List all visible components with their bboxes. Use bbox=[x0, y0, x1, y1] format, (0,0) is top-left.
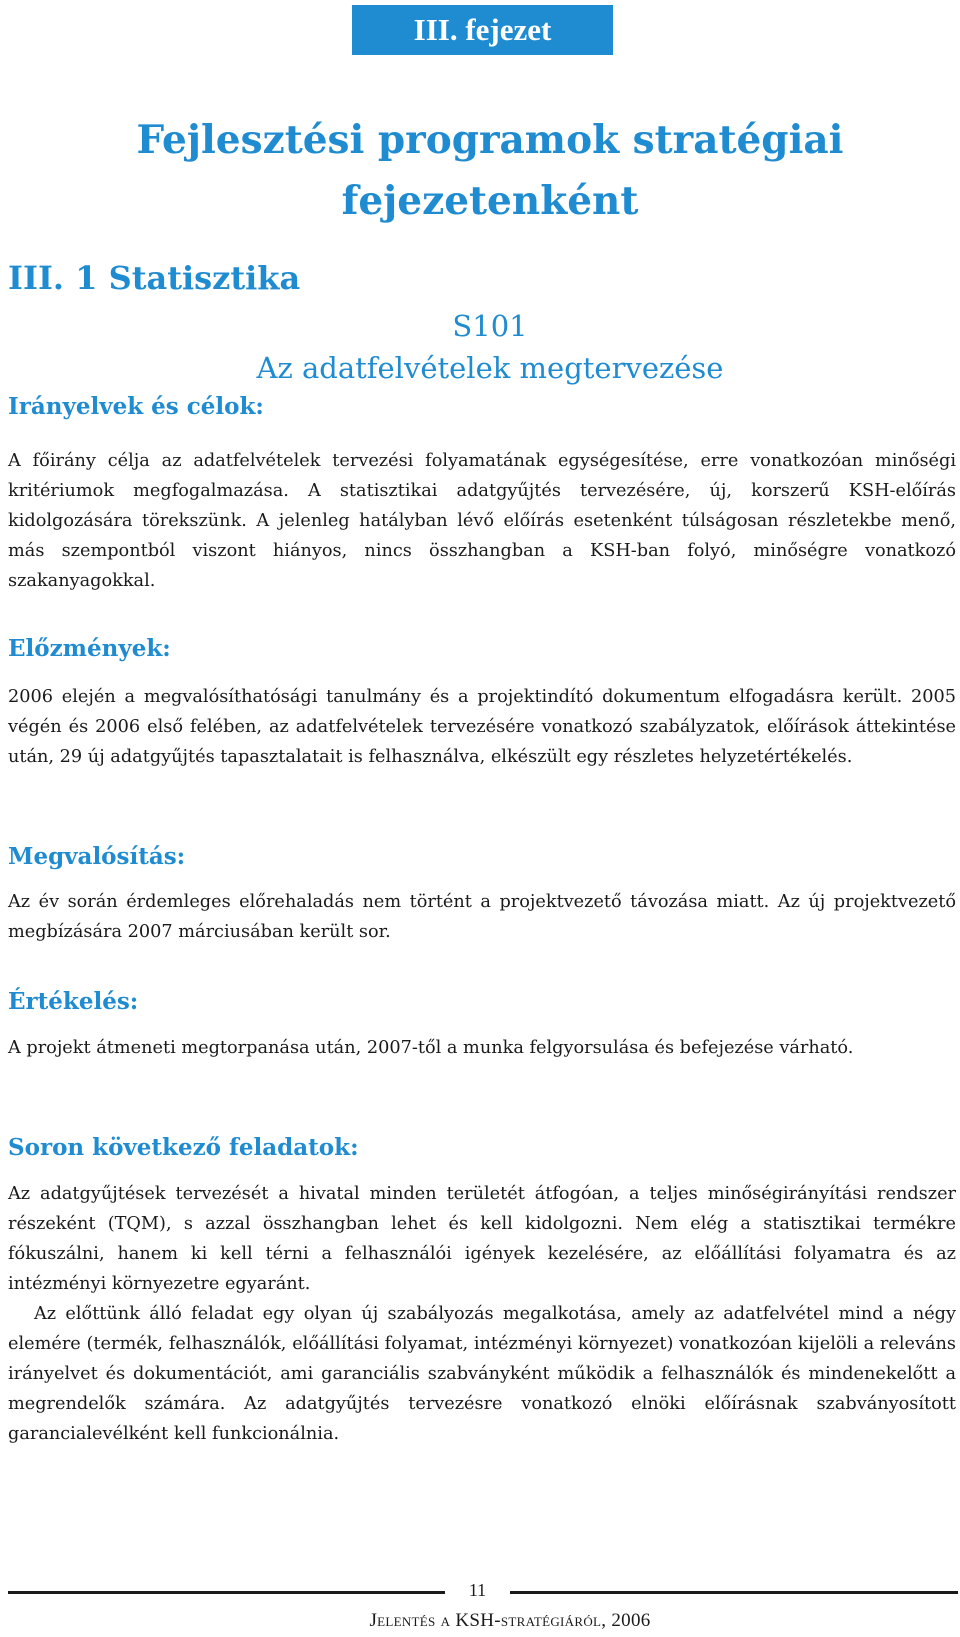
heading-ertekeles: Értékelés: bbox=[8, 988, 139, 1015]
paragraph-elozmenyek: 2006 elején a megvalósíthatósági tanulmány és a projektindító dokumentum elfogadásra került. 2005 végén és 2006 első felében, az adatfelvételek tervezésére vonatkozó szabályzatok, előírások áttekintése után, 29 új adatgyűjtés tapasztalatait is felhasználva, elkészült egy részletes helyzetértékelés. bbox=[8, 687, 956, 767]
section-title: III. 1 Statisztika bbox=[8, 259, 301, 297]
program-name: Az adatfelvételek megtervezése bbox=[256, 351, 724, 385]
paragraph-ertekeles: A projekt átmeneti megtorpanása után, 2007-től a munka felgyorsulása és befejezése várható. bbox=[8, 1038, 854, 1058]
page-title: Fejlesztési programok stratégiai fejezetenként bbox=[136, 117, 844, 224]
paragraph-feladatok-2: Az előttünk álló feladat egy olyan új szabályozás megalkotása, amely az adatfelvétel mind a négy elemére (termék, felhasználók, előállítási folyamat, intézményi környezet) vonatkozóan kijelöli a releváns irányelvet és dokumentációt, ami garanciális szabványként működik a felhasználók és mindenekelőtt a megrendelők számára. Az adatgyűjtés tervezésre vonatkozó elnöki előírásnak szabványosított garancialevélként kell funkcionálnia. bbox=[8, 1304, 956, 1444]
heading-feladatok: Soron következő feladatok: bbox=[8, 1134, 359, 1161]
footer-report-title: Jelentés a KSH-stratégiáról, 2006 bbox=[369, 1610, 651, 1631]
heading-megvalositas: Megvalósítás: bbox=[8, 843, 186, 870]
footer-divider-left bbox=[8, 1591, 445, 1594]
heading-elozmenyek: Előzmények: bbox=[8, 635, 171, 662]
paragraph-feladatok-1: Az adatgyűjtések tervezését a hivatal minden területét átfogóan, a teljes minőségirányítási rendszer részeként (TQM), s azzal összhangban lehet és kell kidolgozni. Nem elég a statisztikai termékre fókuszálni, hanem ki kell térni a felhasználói igények kezelésére, az előállítási folyamatra és az intézményi környezetre egyaránt. bbox=[8, 1184, 956, 1294]
heading-iranyelvek: Irányelvek és célok: bbox=[8, 393, 264, 420]
page-number: 11 bbox=[468, 1580, 487, 1600]
footer-divider-right bbox=[510, 1591, 958, 1594]
paragraph-megvalositas: Az év során érdemleges előrehaladás nem történt a projektvezető távozása miatt. Az új projektvezető megbízására 2007 márciusában került sor. bbox=[8, 892, 956, 942]
paragraph-iranyelvek: A főirány célja az adatfelvételek tervezési folyamatának egységesítése, erre vonatkozóan minőségi kritériumok megfogalmazása. A statisztikai adatgyűjtés tervezésére, új, korszerű KSH-előírás kidolgozására törekszünk. A jelenleg hatályban lévő előírás esetenként túlságosan részletekbe menő, más szempontból viszont hiányos, nincs összhangban a KSH-ban folyó, minőségre vonatkozó szakanyagokkal. bbox=[8, 451, 956, 591]
chapter-label: III. fejezet bbox=[352, 5, 613, 55]
program-code: S101 bbox=[452, 309, 528, 343]
